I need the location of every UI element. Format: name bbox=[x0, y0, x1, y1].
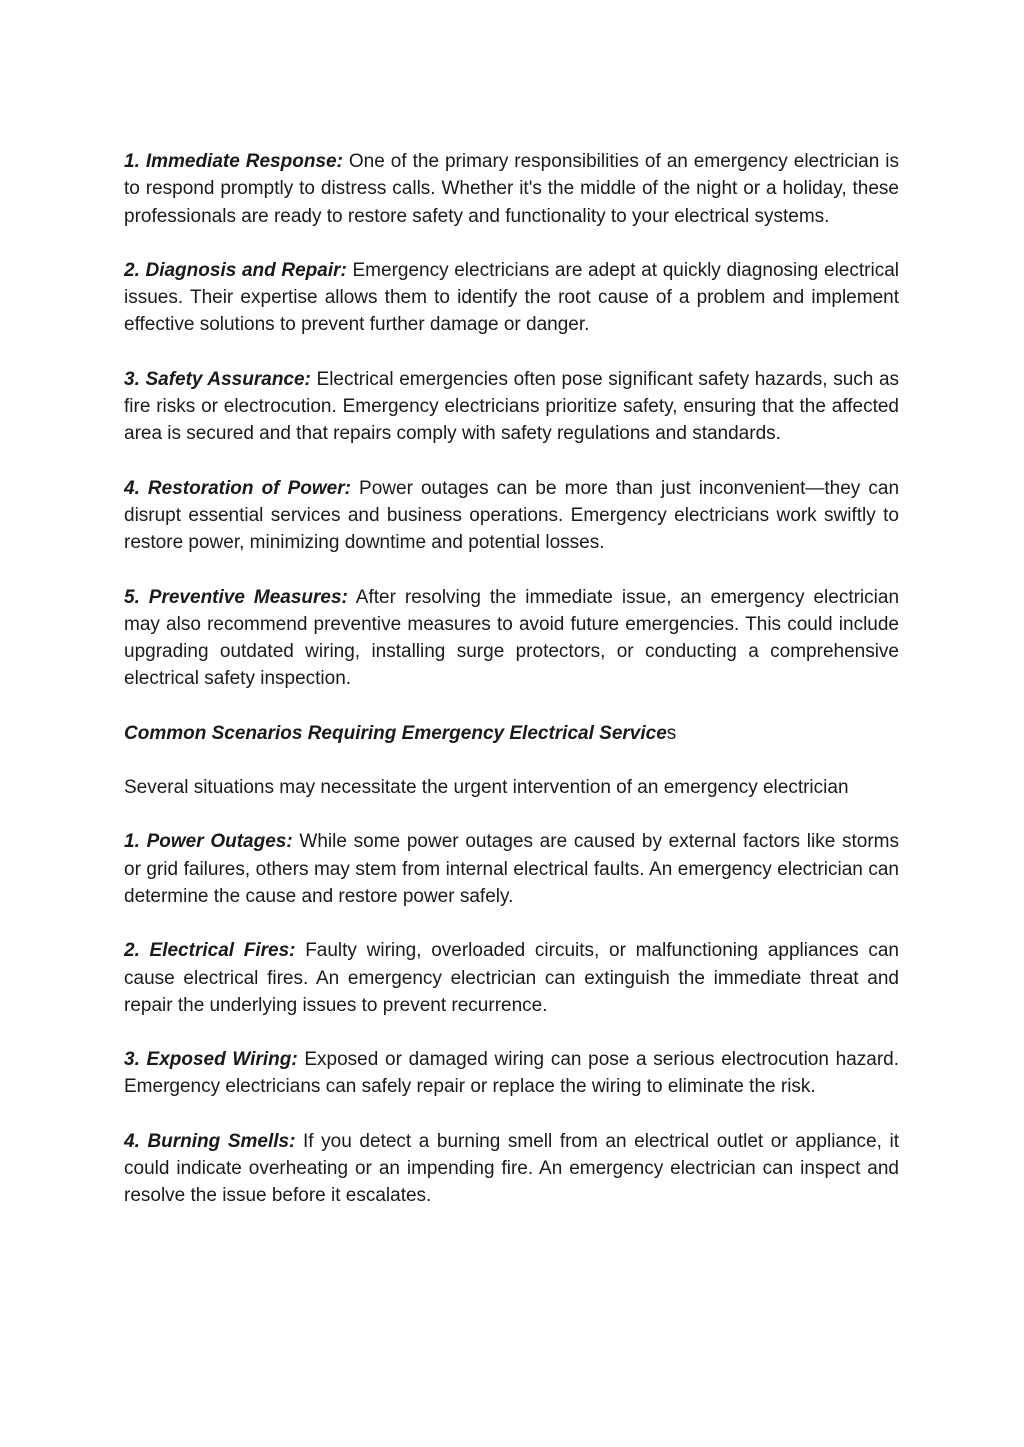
responsibility-preventive-measures bbox=[124, 584, 899, 693]
responsibility-diagnosis-repair bbox=[124, 257, 899, 339]
section-heading bbox=[124, 720, 899, 747]
paragraph-text: One of the primary responsibilities of an emergency electrician is to respond promptly to distress calls. Whether it's the middle of the night or a holiday, these professionals are ready to restore safety and functionality to your electrical systems. bbox=[124, 151, 899, 227]
paragraph-text: While some power outages are caused by external factors like storms or grid failures, others may stem from internal electrical faults. An emergency electrician can determine the cause and restore power safely. bbox=[124, 831, 899, 907]
term-label: 1. Power Outages: bbox=[124, 831, 293, 853]
scenario-power-outages bbox=[124, 828, 899, 910]
paragraph-text: Power outages can be more than just inconvenient—they can disrupt essential services and business operations. Emergency electricians work swiftly to restore power, minimizing downtime and potential losses. bbox=[124, 477, 900, 554]
term-label: 5. Preventive Measures: bbox=[124, 586, 348, 608]
section-heading-tail: s bbox=[666, 722, 677, 744]
paragraph-text: Emergency electricians are adept at quickly diagnosing electrical issues. Their expertise allows them to identify the root cause of a problem and implement effective solutions to prevent further damage or danger. bbox=[124, 259, 899, 336]
responsibility-immediate-response bbox=[124, 148, 899, 230]
term-label: 1. Immediate Response: bbox=[124, 151, 343, 172]
scenario-exposed-wiring bbox=[124, 1046, 899, 1101]
paragraph-text: If you detect a burning smell from an electrical outlet or appliance, it could indicate overheating or an impending fire. An emergency electrician can inspect and resolve the issue before it escalates. bbox=[124, 1130, 899, 1207]
term-label: 3. Safety Assurance: bbox=[124, 368, 311, 390]
paragraph-text: Faulty wiring, overloaded circuits, or malfunctioning appliances can cause electrical fires. An emergency electrician can extinguish the immediate threat and repair the underlying issues to prevent recurrence. bbox=[124, 940, 899, 1016]
scenario-burning-smells bbox=[124, 1128, 899, 1210]
responsibility-restoration-power bbox=[124, 475, 899, 557]
section-heading-text: Common Scenarios Requiring Emergency Electrical Service bbox=[124, 722, 667, 744]
term-label: 4. Restoration of Power: bbox=[124, 477, 351, 499]
term-label: 4. Burning Smells: bbox=[124, 1130, 296, 1152]
paragraph-text: Electrical emergencies often pose significant safety hazards, such as fire risks or electrocution. Emergency electricians prioritize safety, ensuring that the affected area is secured and that repairs comply with safety regulations and standards. bbox=[124, 368, 900, 445]
responsibility-safety-assurance bbox=[124, 366, 899, 448]
document-page bbox=[124, 148, 899, 1237]
term-label: 3. Exposed Wiring: bbox=[124, 1049, 298, 1071]
paragraph-text: After resolving the immediate issue, an emergency electrician may also recommend preventive measures to avoid future emergencies. This could include upgrading outdated wiring, installing surge protectors, or conducting a comprehensive electrical safety inspection. bbox=[124, 586, 900, 690]
term-label: 2. Diagnosis and Repair: bbox=[124, 259, 347, 281]
section-intro: Several situations may necessitate the urgent intervention of an emergency electrician bbox=[124, 777, 849, 799]
term-label: 2. Electrical Fires: bbox=[124, 940, 296, 962]
paragraph-text: Exposed or damaged wiring can pose a serious electrocution hazard. Emergency electricians can safely repair or replace the wiring to eliminate the risk. bbox=[124, 1049, 900, 1098]
scenario-electrical-fires bbox=[124, 937, 899, 1019]
